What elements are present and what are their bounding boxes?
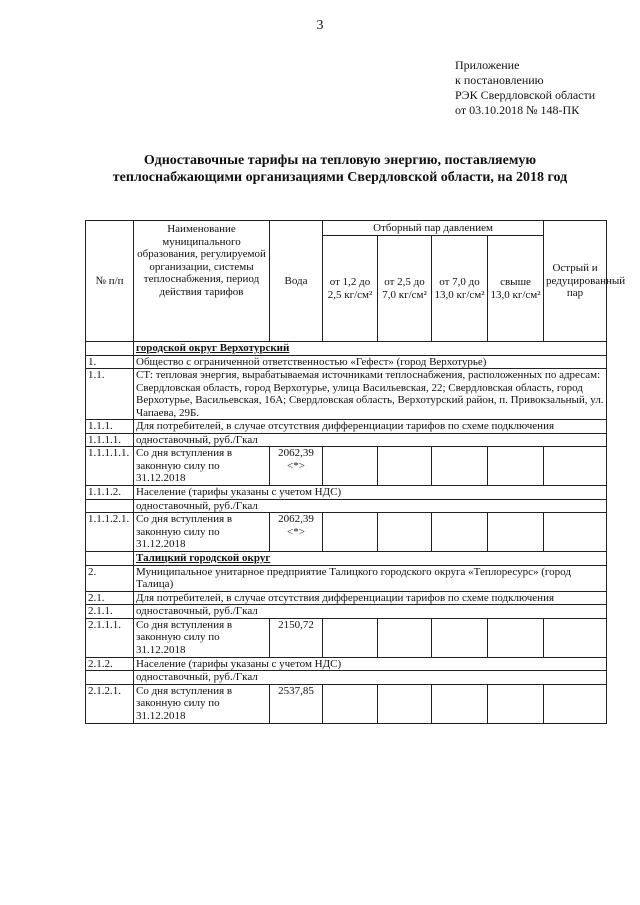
- row-number: 1.: [86, 355, 134, 369]
- row-text: Для потребителей, в случае отсутствия дифференциации тарифов по схеме подключения: [134, 591, 607, 605]
- tariff-table: [85, 220, 626, 724]
- document-title: [60, 152, 620, 186]
- table-row: [86, 486, 607, 500]
- row-text: одноставочный, руб./Гкал: [134, 671, 607, 685]
- water-tariff: 2150,72: [270, 618, 323, 657]
- row-text: Население (тарифы указаны с учетом НДС): [134, 657, 607, 671]
- title-line: Одноставочные тарифы на тепловую энергию, поставляемую: [143, 153, 537, 168]
- table-row: [86, 618, 607, 657]
- row-text: Общество с ограниченной ответственностью «Гефест» (город Верхотурье): [134, 355, 607, 369]
- row-text: Со дня вступления в законную силу по 31.12.2018: [134, 513, 270, 552]
- table-row: [86, 605, 607, 619]
- row-number: 2.1.1.1.: [86, 618, 134, 657]
- appendix-note: [455, 58, 595, 118]
- row-number: 2.1.: [86, 591, 134, 605]
- row-number: 1.1.1.2.1.: [86, 513, 134, 552]
- table-row: [86, 433, 607, 447]
- water-tariff: 2062,39 <*>: [270, 513, 323, 552]
- header-steam-group: Отборный пар давлением: [323, 221, 544, 236]
- title-line: теплоснабжающими организациями Свердловской области, на 2018 год: [112, 170, 568, 185]
- appendix-line: Приложение: [455, 58, 520, 72]
- table-row: [86, 369, 607, 420]
- header-num: № п/п: [86, 221, 134, 342]
- row-number: 2.1.1.: [86, 605, 134, 619]
- row-text: Со дня вступления в законную силу по 31.12.2018: [134, 684, 270, 723]
- table-row: [86, 420, 607, 434]
- table-row: [86, 499, 607, 513]
- water-tariff: 2062,39 <*>: [270, 447, 323, 486]
- header-pressure-2: от 2,5 до 7,0 кг/см²: [378, 236, 432, 342]
- table-row: [86, 447, 607, 486]
- row-text: одноставочный, руб./Гкал: [134, 499, 607, 513]
- header-pressure-4: свыше 13,0 кг/см²: [488, 236, 544, 342]
- row-text: Для потребителей, в случае отсутствия дифференциации тарифов по схеме подключения: [134, 420, 607, 434]
- group-row: [86, 342, 607, 356]
- table-row: [86, 657, 607, 671]
- table-row: [86, 565, 607, 591]
- header-pressure-1: от 1,2 до 2,5 кг/см²: [323, 236, 378, 342]
- header-row: [86, 221, 607, 236]
- header-name: Наименование муниципального образования, регулируемой организации, системы теплоснабжения, период действия тарифов: [134, 221, 270, 342]
- group-name: Талицкий городской округ: [134, 552, 607, 566]
- group-name: городской округ Верхотурский: [134, 342, 607, 356]
- row-number: 2.: [86, 565, 134, 591]
- row-number: 1.1.1.1.: [86, 433, 134, 447]
- appendix-line: к постановлению: [455, 73, 544, 87]
- row-text: Население (тарифы указаны с учетом НДС): [134, 486, 607, 500]
- water-tariff: 2537,85: [270, 684, 323, 723]
- row-number: 2.1.2.1.: [86, 684, 134, 723]
- row-number: 1.1.1.1.1.: [86, 447, 134, 486]
- row-text: Муниципальное унитарное предприятие Талицкого городского округа «Теплоресурс» (город Талица): [134, 565, 607, 591]
- header-sharp-steam: Острый и редуцированный пар: [544, 221, 607, 342]
- row-text: Со дня вступления в законную силу по 31.12.2018: [134, 618, 270, 657]
- group-row: [86, 552, 607, 566]
- row-number: 1.1.: [86, 369, 134, 420]
- row-text: СТ: тепловая энергия, вырабатываемая источниками теплоснабжения, расположенных по адресам: Свердловская область, город Верхотурье, улица Васильевская, 22; Свердловская область, город Верхотурье, Васильевская, 16А; Свердловская область, Верхотурский район, п. Привокзальный, ул. Чапаева, 29Б.: [134, 369, 607, 420]
- table-row: [86, 671, 607, 685]
- header-pressure-3: от 7,0 до 13,0 кг/см²: [432, 236, 488, 342]
- table-row: [86, 513, 607, 552]
- page-number: 3: [316, 18, 324, 33]
- appendix-line: от 03.10.2018 № 148-ПК: [455, 103, 580, 117]
- row-text: Со дня вступления в законную силу по 31.12.2018: [134, 447, 270, 486]
- row-text: одноставочный, руб./Гкал: [134, 605, 607, 619]
- table-row: [86, 591, 607, 605]
- row-number: 2.1.2.: [86, 657, 134, 671]
- header-water: Вода: [270, 221, 323, 342]
- table-row: [86, 355, 607, 369]
- appendix-line: РЭК Свердловской области: [455, 88, 596, 102]
- row-text: одноставочный, руб./Гкал: [134, 433, 607, 447]
- row-number: 1.1.1.: [86, 420, 134, 434]
- table-row: [86, 684, 607, 723]
- row-number: 1.1.1.2.: [86, 486, 134, 500]
